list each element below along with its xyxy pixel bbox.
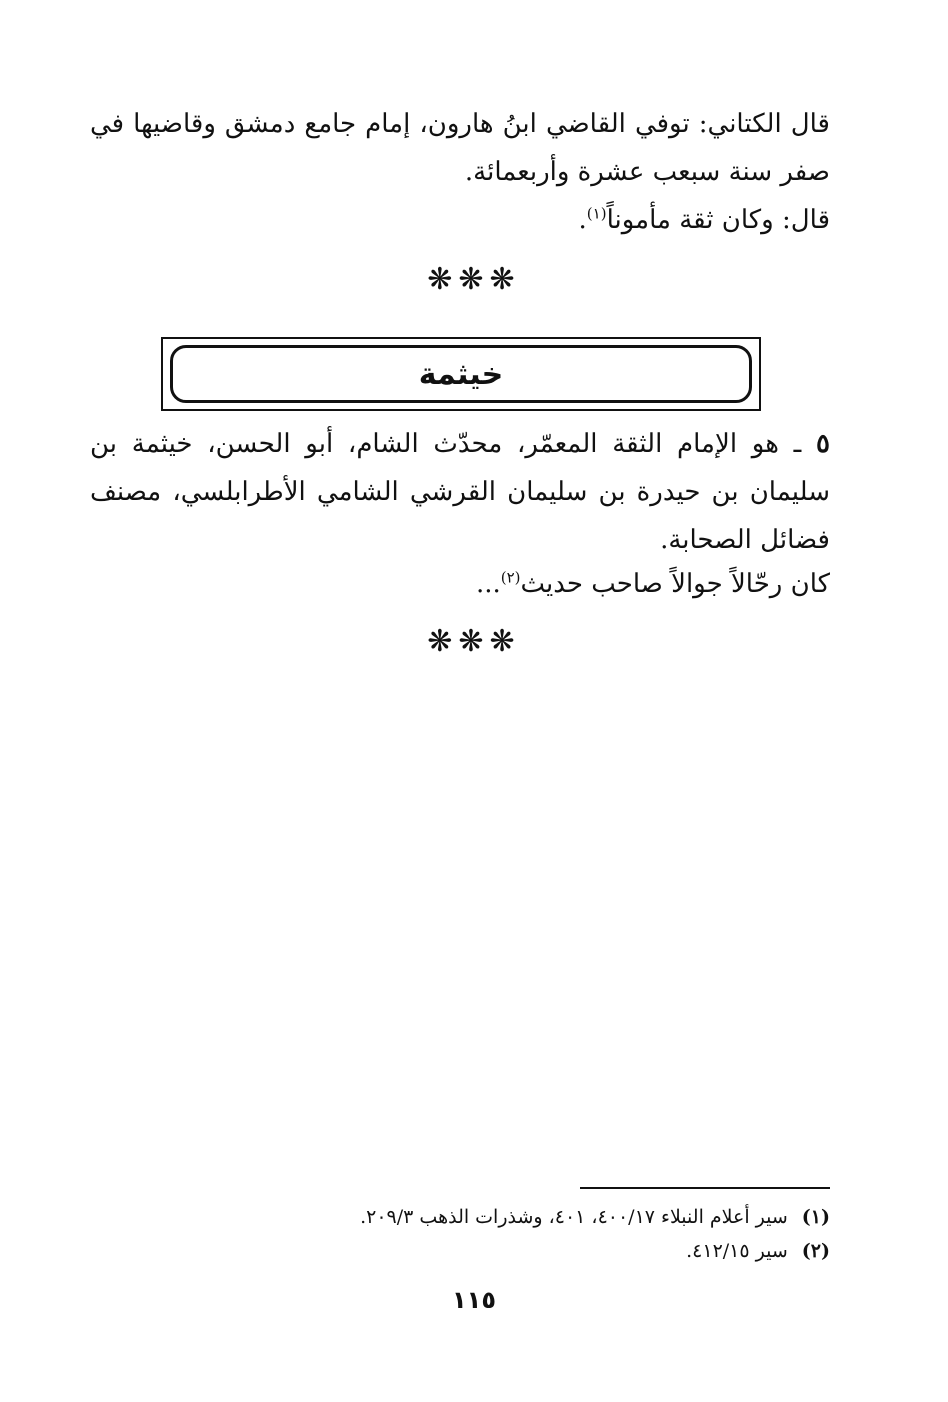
footnote-marker: (٢) bbox=[801, 1240, 830, 1262]
entry-title-frame bbox=[161, 337, 761, 411]
entry-title: خيثمة bbox=[418, 356, 504, 392]
footnote-divider bbox=[580, 1187, 830, 1189]
section-separator: ❋❋❋ bbox=[427, 624, 521, 659]
paragraph-traveller bbox=[90, 560, 830, 608]
entry-number: ٥ bbox=[816, 429, 830, 459]
paragraph-entry-intro-text: ـ هو الإمام الثقة المعمّر، محدّث الشام، أبو الحسن، خيثمة بن سليمان بن حيدرة بن سليمان القرشي الشامي الأطرابلسي، مصنف فضائل الصحابة. bbox=[90, 429, 830, 555]
footnote-ref-2: (٢) bbox=[500, 568, 521, 587]
section-separator: ❋❋❋ bbox=[427, 262, 521, 297]
paragraph-traveller-text: كان رحّالاً جوالاً صاحب حديث bbox=[520, 569, 830, 599]
footnote bbox=[90, 1202, 830, 1232]
paragraph-trustworthy-end: . bbox=[578, 205, 587, 235]
paragraph-trustworthy-text: قال: وكان ثقة مأموناً bbox=[606, 205, 830, 235]
paragraph-traveller-end: ... bbox=[475, 569, 501, 599]
footnote-marker: (١) bbox=[801, 1206, 830, 1228]
paragraph-trustworthy bbox=[90, 196, 830, 244]
page-number: ١١٥ bbox=[452, 1286, 496, 1314]
footnote bbox=[90, 1236, 830, 1266]
footnote-ref-1: (١) bbox=[586, 204, 607, 223]
footnote-text: سير أعلام النبلاء ٤٠٠/١٧، ٤٠١، وشذرات الذهب ٢٠٩/٣. bbox=[360, 1206, 788, 1228]
paragraph-kattani-report: قال الكتاني: توفي القاضي ابنُ هارون، إمام جامع دمشق وقاضيها في صفر سنة سبعب عشرة وأربعمائة. bbox=[90, 109, 830, 187]
paragraph-entry-intro bbox=[90, 420, 830, 564]
footnote-text: سير ٤١٢/١٥. bbox=[686, 1240, 788, 1262]
